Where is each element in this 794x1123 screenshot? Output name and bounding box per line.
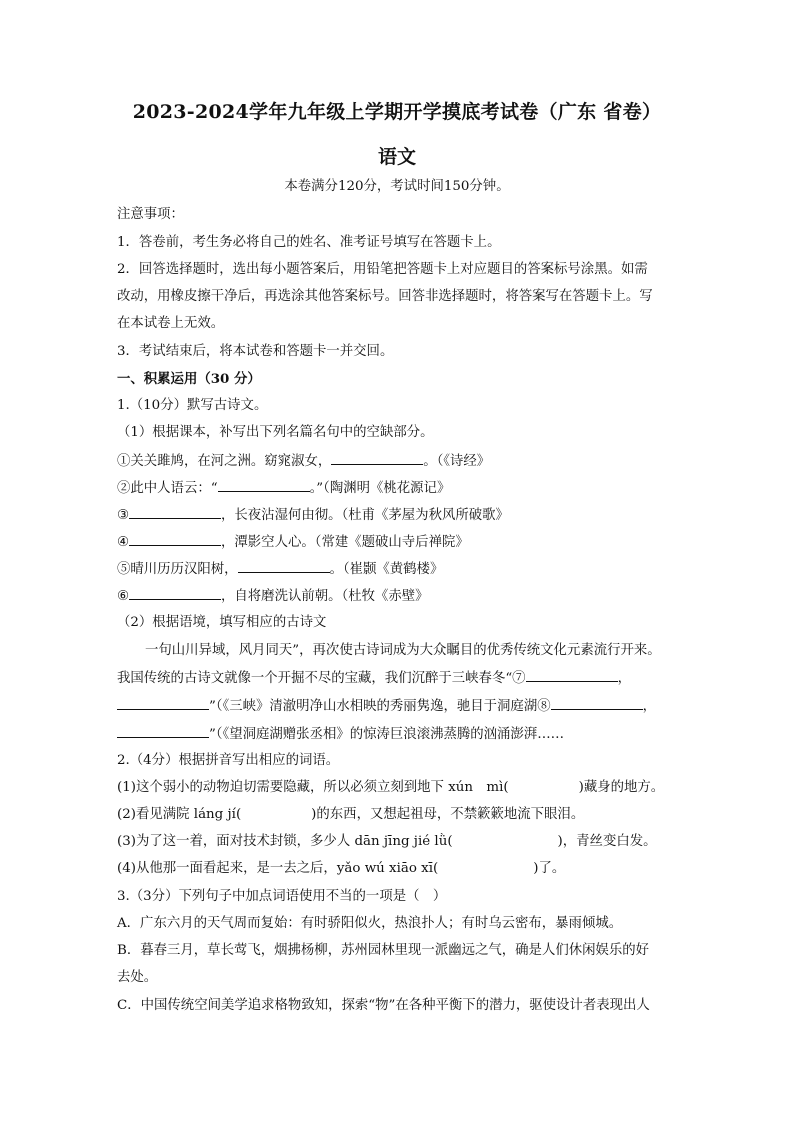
q1-item-3: [117, 506, 509, 525]
q2-sentence-4: [117, 860, 565, 878]
exam-info: 本卷满分120分，考试时间150分钟。: [284, 179, 510, 194]
context-line-3-text: ”（《三峡》清澈明净山水相映的秀丽隽逸，驰目于洞庭湖⑧: [209, 699, 551, 714]
q1-item-1: [117, 452, 490, 471]
q1-item-1-pre: ①关关雎鸠，在河之洲。窈窕淑女，: [117, 454, 332, 469]
answer-blank[interactable]: [129, 506, 221, 519]
subject-title: 语文: [377, 146, 416, 168]
q1-item-4: [117, 533, 469, 552]
q1-item-1-post: 。（《诗经》: [423, 454, 491, 469]
note-2-line-2: 改动，用橡皮擦干净后，再选涂其他答案标号。回答非选择题时，将答案写在答题卡上。写: [117, 289, 653, 304]
q3-option-c-line-1[interactable]: C．中国传统空间美学追求格物致知，探索“物”在各种平衡下的潜力，驱使设计者表现出人: [117, 998, 650, 1013]
context-line-4-text: ”（《望洞庭湖赠张丞相》的惊涛巨浪滚沸蒸腾的汹涌澎湃……: [209, 727, 564, 742]
context-line-1: 一句山川异域，风月同天”，再次使古诗词成为大众瞩目的优秀传统文化元素流行开来。: [145, 643, 661, 658]
q1-item-2-pre: ②此中人语云：“: [117, 481, 218, 496]
page-title: 2023-2024学年九年级上学期开学摸底考试卷（广东 省卷）: [132, 101, 662, 123]
context-line-2-end: ，: [617, 671, 631, 686]
answer-blank[interactable]: [331, 452, 423, 465]
q2-sentence-3-pre: (3)为了这一着，面对技术封锁，多少人 dān jīng jié lǜ(: [117, 834, 453, 849]
q3-stem: 3.（3分）下列句子中加点词语使用不当的一项是（ ）: [117, 889, 447, 904]
q1-item-4-post: ，潭影空人心。（常建《题破山寺后禅院》: [221, 535, 469, 550]
answer-blank[interactable]: [117, 725, 209, 738]
q1-item-2: [117, 479, 450, 498]
q2-sentence-1-pre: (1)这个弱小的动物迫切需要隐藏，所以必须立刻到地下 xún mì(: [117, 780, 509, 795]
note-2-line-3: 在本试卷上无效。: [117, 316, 225, 331]
q2-sentence-3: [117, 833, 657, 851]
answer-blank[interactable]: [218, 479, 310, 492]
context-line-2: [117, 669, 631, 688]
q2-sentence-2-pre: (2)看见满院 láng jí(: [117, 807, 242, 822]
context-line-3: [117, 697, 656, 716]
section-heading: 一、积累运用（30 分）: [117, 371, 261, 387]
q1-item-5-post: 。（崔颢《黄鹤楼》: [329, 562, 444, 577]
q1-item-3-pre: ③: [117, 508, 130, 523]
context-line-3-end: ，: [642, 699, 656, 714]
note-3: 3．考试结束后，将本试卷和答题卡一并交回。: [117, 344, 394, 359]
q2-sentence-4-pre: (4)从他那一面看起来，是一去之后，yǎo wú xiāo xī(: [117, 861, 439, 876]
answer-blank[interactable]: [526, 669, 618, 682]
q1-item-5-pre: ⑤晴川历历汉阳树，: [117, 562, 238, 577]
answer-blank[interactable]: [117, 697, 209, 710]
q2-sentence-2-post: )的东西，又想起祖母，不禁簌簌地流下眼泪。: [311, 807, 585, 822]
context-line-4: [117, 725, 564, 744]
context-line-2-text: 我国传统的古诗文就像一个开掘不尽的宝藏，我们沉醉于三峡春冬“⑦: [117, 671, 526, 686]
note-1: 1．答卷前，考生务必将自己的姓名、准考证号填写在答题卡上。: [117, 235, 501, 250]
q1-stem: 1.（10分）默写古诗文。: [117, 398, 268, 413]
q2-sentence-3-post: )，青丝变白发。: [557, 834, 657, 849]
note-2-line-1: 2．回答选择题时，选出每小题答案后，用铅笔把答题卡上对应题目的答案标号涂黑。如需: [117, 262, 648, 277]
q2-sentence-4-post: )了。: [533, 861, 566, 876]
q2-sentence-1: [117, 779, 664, 797]
q1-part2: （2）根据语境，填写相应的古诗文: [117, 615, 327, 630]
q1-item-2-post: 。”（陶渊明《桃花源记》: [309, 481, 451, 496]
q1-item-6-pre: ⑥: [117, 589, 130, 604]
q2-sentence-1-post: )藏身的地方。: [578, 780, 665, 795]
q1-item-6-post: ，自将磨洗认前朝。（杜牧《赤壁》: [221, 589, 429, 604]
q3-option-a[interactable]: A．广东六月的天气周而复始：有时骄阳似火，热浪扑人；有时乌云密布，暴雨倾城。: [117, 916, 623, 931]
q3-option-b-line-1[interactable]: B．暮春三月，草长莺飞，烟拂杨柳，苏州园林里现一派幽远之气，确是人们休闲娱乐的好: [117, 943, 650, 958]
q1-item-3-post: ，长夜沾湿何由彻。（杜甫《茅屋为秋风所破歌》: [221, 508, 509, 523]
notes-heading: 注意事项：: [117, 207, 184, 222]
answer-blank[interactable]: [129, 533, 221, 546]
q1-item-5: [117, 560, 443, 579]
q2-stem: 2.（4分）根据拼音写出相应的词语。: [117, 753, 340, 768]
q2-sentence-2: [117, 806, 584, 824]
q1-item-6: [117, 587, 429, 606]
answer-blank[interactable]: [551, 697, 643, 710]
answer-blank[interactable]: [238, 560, 330, 573]
answer-blank[interactable]: [129, 587, 221, 600]
q1-item-4-pre: ④: [117, 535, 130, 550]
q1-part1: （1）根据课本，补写出下列名篇名句中的空缺部分。: [117, 425, 434, 440]
q3-option-b-line-2: 去处。: [117, 970, 158, 985]
